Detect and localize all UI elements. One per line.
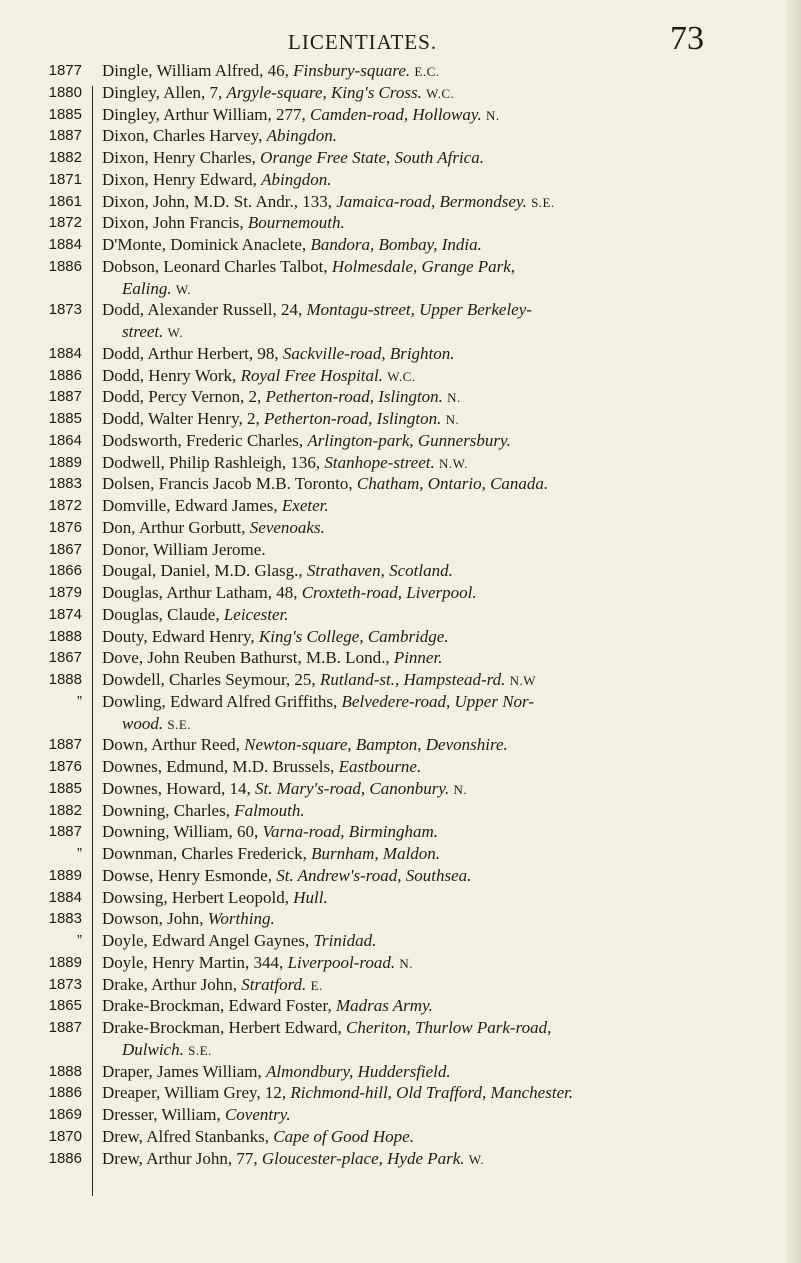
list-item <box>0 865 801 887</box>
entry-year: 1861 <box>48 192 82 210</box>
list-item <box>0 604 801 626</box>
entry-name: D'Monte, Dominick Anaclete, <box>102 235 311 254</box>
entry-district: N. <box>486 107 500 123</box>
entry-year: 1884 <box>48 344 82 362</box>
list-item <box>0 930 801 952</box>
entry-text <box>102 995 433 1018</box>
list-item <box>0 365 801 387</box>
entry-place: Rutland-st., Hampstead-rd. <box>319 670 506 689</box>
entry-place: Falmouth. <box>234 800 305 820</box>
entry-name: Douglas, Arthur Latham, 48, <box>102 583 302 602</box>
entry-text <box>102 408 459 431</box>
list-item <box>0 887 801 909</box>
entry-year: 1869 <box>48 1106 82 1123</box>
list-item <box>0 191 801 213</box>
entry-name: Dixon, John Francis, <box>102 213 248 233</box>
entry-name: Downes, Howard, 14, <box>102 778 255 798</box>
entry-year: 1871 <box>48 170 82 188</box>
entry-district: N. <box>445 412 460 427</box>
entry-text <box>102 191 555 214</box>
list-item <box>0 626 801 648</box>
list-item <box>0 1104 801 1126</box>
list-item <box>0 299 801 321</box>
entry-text <box>102 691 534 714</box>
entry-name: Douty, Edward Henry, <box>102 626 259 646</box>
entry-text <box>102 734 508 757</box>
list-item <box>0 452 801 474</box>
entry-year: 1888 <box>48 671 82 688</box>
entry-year: 1889 <box>48 866 82 884</box>
entry-district: W. <box>175 281 192 297</box>
entry-text <box>122 321 183 344</box>
entry-place: Chatham, Ontario, Canada. <box>356 474 549 494</box>
entry-place: Hull. <box>293 887 328 907</box>
entry-text <box>102 1148 484 1171</box>
entry-year: 1887 <box>48 127 82 145</box>
entry-text <box>102 299 532 322</box>
page-header <box>0 18 801 58</box>
entry-name: Drake-Brockman, Herbert Edward, <box>102 1018 347 1037</box>
entry-district: N. <box>399 955 413 971</box>
entry-place: Strathaven, Scotland. <box>306 561 453 581</box>
entry-year: 1887 <box>48 1019 82 1036</box>
entry-place: Ealing. <box>122 278 172 298</box>
entry-name: Douglas, Claude, <box>102 604 224 624</box>
entry-name: Dodsworth, Frederic Charles, <box>102 430 308 450</box>
licentiate-list <box>0 60 801 1169</box>
entry-place: Bandora, Bombay, India. <box>310 235 482 254</box>
entry-name: Drew, Alfred Stanbanks, <box>102 1126 274 1146</box>
entry-name: Dowsing, Herbert Leopold, <box>102 887 294 907</box>
entry-text <box>102 1082 573 1105</box>
entry-place: Finsbury-square. <box>293 61 411 80</box>
entry-text <box>102 343 455 366</box>
entry-text <box>102 647 442 670</box>
entry-year: 1873 <box>48 975 82 993</box>
entry-place: Leicester. <box>223 604 289 624</box>
entry-name: Dingle, William Alfred, 46, <box>102 61 294 80</box>
entry-text <box>102 386 461 409</box>
entry-year: 1876 <box>48 758 82 775</box>
entry-year: 1886 <box>48 1149 82 1167</box>
entry-place: Exeter. <box>281 496 329 515</box>
entry-text <box>102 1017 551 1040</box>
entry-text <box>102 778 467 801</box>
entry-text <box>102 1061 451 1084</box>
list-item <box>0 1126 801 1148</box>
entry-text <box>102 604 289 627</box>
entry-year: 1864 <box>48 431 82 449</box>
entry-year: 1887 <box>48 736 82 754</box>
entry-name: Don, Arthur Gorbutt, <box>102 517 250 537</box>
entry-place: Richmond-hill, Old Trafford, Manchester. <box>290 1083 574 1103</box>
entry-place: Arlington-park, Gunnersbury. <box>307 430 511 450</box>
entry-place: Camden-road, Holloway. <box>310 104 482 124</box>
entry-text <box>102 212 345 235</box>
entry-district: E. <box>310 977 323 993</box>
entry-district: N. <box>447 390 461 406</box>
entry-text <box>102 495 329 518</box>
entry-year: 1888 <box>48 1062 82 1080</box>
entry-place: Almondbury, Huddersfield. <box>266 1061 451 1081</box>
entry-name: Downing, Charles, <box>102 800 235 820</box>
entry-district: W.C. <box>426 85 455 101</box>
entry-place: Petherton-road, Islington. <box>263 409 442 428</box>
entry-text <box>102 169 331 192</box>
entry-text <box>102 234 482 257</box>
entry-text <box>102 147 484 170</box>
list-item <box>0 778 801 800</box>
list-item <box>0 974 801 996</box>
entry-place: King's College, Cambridge. <box>258 626 449 646</box>
entry-year: ” <box>77 845 82 862</box>
entry-year: 1874 <box>48 605 82 623</box>
entry-name: Domville, Edward James, <box>102 496 282 515</box>
running-title: LICENTIATES. <box>288 30 438 54</box>
entry-place: Newton-square, Bampton, Devonshire. <box>244 735 508 755</box>
entry-year: 1865 <box>48 997 82 1015</box>
entry-name: Drew, Arthur John, 77, <box>102 1148 262 1168</box>
entry-year: ” <box>77 692 82 710</box>
list-item <box>0 343 801 365</box>
entry-text <box>102 843 440 866</box>
list-item <box>0 517 801 539</box>
entry-district: E.C. <box>414 64 440 79</box>
entry-name: Dowdell, Charles Seymour, 25, <box>102 670 320 689</box>
entry-place: Coventry. <box>224 1105 291 1124</box>
entry-name: Drake-Brockman, Edward Foster, <box>102 996 336 1016</box>
entry-year: 1887 <box>48 823 82 841</box>
entry-text <box>102 974 323 997</box>
list-item <box>0 1061 801 1083</box>
entry-name: Dodwell, Philip Rashleigh, 136, <box>102 452 325 472</box>
entry-place: Holmesdale, Grange Park, <box>331 256 516 276</box>
list-item <box>0 1039 801 1061</box>
list-item <box>0 169 801 191</box>
entry-year: 1886 <box>48 257 82 275</box>
entry-place: Sevenoaks. <box>249 517 325 537</box>
entry-name: Dowse, Henry Esmonde, <box>102 865 277 885</box>
list-item <box>0 756 801 778</box>
entry-district: W.C. <box>387 368 416 384</box>
list-item <box>0 669 801 691</box>
list-item <box>0 147 801 169</box>
entry-name: Dixon, Henry Charles, <box>102 148 261 167</box>
entry-text <box>102 1104 291 1127</box>
list-item <box>0 386 801 408</box>
entry-district: S.E. <box>188 1042 212 1058</box>
list-item <box>0 995 801 1017</box>
page-number: 73 <box>670 20 704 57</box>
entry-place: Gloucester-place, Hyde Park. <box>261 1148 465 1168</box>
entry-name: Downes, Edmund, M.D. Brussels, <box>102 757 339 776</box>
entry-place: Orange Free State, South Africa. <box>260 148 484 167</box>
entry-place: Sackville-road, Brighton. <box>282 343 455 363</box>
entry-year: ” <box>77 932 82 949</box>
entry-text <box>102 582 477 605</box>
entry-district: W. <box>468 1151 485 1167</box>
entry-text <box>102 60 440 83</box>
entry-district: S.E. <box>167 716 192 732</box>
entry-place: Abingdon. <box>266 126 337 146</box>
entry-place: Stratford. <box>241 974 307 994</box>
entry-year: 1886 <box>48 1084 82 1102</box>
list-item <box>0 60 801 82</box>
entry-name: Draper, James William, <box>102 1061 267 1081</box>
entry-year: 1885 <box>48 779 82 797</box>
entry-text <box>102 626 449 649</box>
entry-year: 1883 <box>48 475 82 493</box>
list-item <box>0 713 801 735</box>
entry-place: Pinner. <box>393 648 443 668</box>
entry-place: Montagu-street, Upper Berkeley- <box>306 300 532 320</box>
list-item <box>0 1082 801 1104</box>
entry-text <box>102 256 515 279</box>
entry-text <box>102 1126 414 1149</box>
list-item <box>0 821 801 843</box>
entry-year: 1883 <box>48 910 82 928</box>
list-item <box>0 843 801 865</box>
list-item <box>0 82 801 104</box>
entry-place: Argyle-square, King's Cross. <box>226 82 422 102</box>
entry-name: Dowson, John, <box>102 909 208 929</box>
entry-name: Doyle, Edward Angel Gaynes, <box>102 931 314 950</box>
list-item <box>0 1017 801 1039</box>
entry-text <box>102 539 266 562</box>
entry-year: 1879 <box>48 584 82 601</box>
entry-name: Donor, William Jerome. <box>102 539 266 559</box>
entry-name: Dodd, Percy Vernon, 2, <box>102 387 266 407</box>
entry-year: 1867 <box>48 540 82 558</box>
entry-text <box>102 452 468 475</box>
entry-text <box>102 82 454 105</box>
entry-name: Doyle, Henry Martin, 344, <box>102 952 288 972</box>
entry-year: 1889 <box>48 953 82 971</box>
entry-place: Madras Army. <box>335 996 433 1016</box>
list-item <box>0 408 801 430</box>
list-item <box>0 278 801 300</box>
list-item <box>0 734 801 756</box>
entry-place: Eastbourne. <box>338 757 422 776</box>
list-item <box>0 691 801 713</box>
list-item <box>0 125 801 147</box>
entry-name: Dodd, Alexander Russell, 24, <box>102 300 307 320</box>
list-item <box>0 952 801 974</box>
entry-year: 1866 <box>48 562 82 580</box>
entry-name: Dowling, Edward Alfred Griffiths, <box>102 691 342 711</box>
entry-text <box>122 713 191 736</box>
list-item <box>0 1148 801 1170</box>
entry-district: W. <box>167 325 183 340</box>
entry-name: Dodd, Arthur Herbert, 98, <box>102 343 283 363</box>
entry-year: 1882 <box>48 149 82 166</box>
entry-place: Dulwich. <box>122 1039 184 1059</box>
list-item <box>0 495 801 517</box>
entry-text <box>102 104 500 127</box>
entry-text <box>102 756 421 779</box>
entry-place: Trinidad. <box>313 931 377 950</box>
list-item <box>0 560 801 582</box>
entry-name: Dingley, Arthur William, 277, <box>102 104 311 124</box>
entry-name: Dingley, Allen, 7, <box>102 82 227 102</box>
list-item <box>0 582 801 604</box>
entry-name: Dodd, Walter Henry, 2, <box>102 409 264 428</box>
entry-text <box>102 952 413 975</box>
entry-name: Dobson, Leonard Charles Talbot, <box>102 256 332 276</box>
entry-name: Dolsen, Francis Jacob M.B. Toronto, <box>102 474 357 494</box>
entry-name: Dixon, Charles Harvey, <box>102 126 267 146</box>
list-item <box>0 539 801 561</box>
entry-year: 1886 <box>48 366 82 384</box>
entry-place: Varna-road, Birmingham. <box>262 822 439 842</box>
list-item <box>0 234 801 256</box>
entry-place: Croxteth-road, Liverpool. <box>301 583 477 602</box>
entry-district: N.W <box>509 673 537 688</box>
entry-place: Stanhope-street. <box>324 452 435 472</box>
entry-name: Dodd, Henry Work, <box>102 365 241 385</box>
entry-district: N.W. <box>439 455 468 471</box>
entry-place: Jamaica-road, Bermondsey. <box>336 191 527 211</box>
entry-place: Bournemouth. <box>247 213 345 233</box>
entry-place: Abingdon. <box>261 169 332 189</box>
entry-text <box>102 560 453 583</box>
entry-name: Dixon, Henry Edward, <box>102 169 262 189</box>
entry-year: 1884 <box>48 236 82 253</box>
entry-year: 1884 <box>48 888 82 906</box>
entry-name: Dreaper, William Grey, 12, <box>102 1083 291 1103</box>
entry-text <box>102 517 325 540</box>
list-item <box>0 473 801 495</box>
entry-name: Dove, John Reuben Bathurst, M.B. Lond., <box>102 648 394 668</box>
list-item <box>0 800 801 822</box>
entry-place: St. Mary's-road, Canonbury. <box>254 778 450 798</box>
entry-place: St. Andrew's-road, Southsea. <box>276 865 472 885</box>
entry-year: 1889 <box>48 453 82 471</box>
entry-text <box>102 669 536 692</box>
entry-text <box>102 930 376 953</box>
entry-place: wood. <box>122 713 164 733</box>
entry-place: Cape of Good Hope. <box>273 1126 414 1146</box>
entry-place: Petherton-road, Islington. <box>265 387 443 407</box>
entry-name: Down, Arthur Reed, <box>102 735 245 755</box>
entry-year: 1872 <box>48 497 82 514</box>
entry-name: Dougal, Daniel, M.D. Glasg., <box>102 561 307 581</box>
entry-text <box>102 430 511 453</box>
entry-place: Royal Free Hospital. <box>240 365 383 385</box>
entry-year: 1882 <box>48 801 82 819</box>
entry-text <box>102 821 438 844</box>
entry-district: S.E. <box>531 194 555 210</box>
entry-year: 1867 <box>48 649 82 667</box>
entry-year: 1888 <box>48 627 82 645</box>
entry-place: Cheriton, Thurlow Park-road, <box>346 1018 552 1037</box>
list-item <box>0 104 801 126</box>
entry-name: Drake, Arthur John, <box>102 974 242 994</box>
entry-name: Downman, Charles Frederick, <box>102 844 312 863</box>
entry-text <box>102 125 337 148</box>
entry-text <box>102 908 275 931</box>
entry-text <box>102 865 471 888</box>
entry-district: N. <box>453 781 468 797</box>
list-item <box>0 908 801 930</box>
entry-year: 1872 <box>48 214 82 232</box>
entry-name: Dresser, William, <box>102 1105 225 1124</box>
entry-text <box>122 1039 212 1062</box>
entry-year: 1887 <box>48 388 82 406</box>
entry-place: street. <box>122 322 164 341</box>
list-item <box>0 321 801 343</box>
entry-year: 1880 <box>48 83 82 101</box>
entry-text <box>102 365 416 388</box>
list-item <box>0 647 801 669</box>
entry-text <box>102 473 548 496</box>
list-item <box>0 212 801 234</box>
entry-place: Burnham, Maldon. <box>311 844 441 863</box>
entry-year: 1877 <box>48 62 82 79</box>
entry-text <box>102 800 305 823</box>
entry-year: 1885 <box>48 410 82 427</box>
entry-place: Liverpool-road. <box>287 952 396 972</box>
entry-place: Worthing. <box>207 909 275 929</box>
list-item <box>0 256 801 278</box>
entry-name: Downing, William, 60, <box>102 822 263 842</box>
entry-year: 1876 <box>48 518 82 536</box>
entry-text <box>102 887 328 910</box>
entry-place: Belvedere-road, Upper Nor- <box>341 691 534 711</box>
entry-text <box>122 278 191 301</box>
entry-year: 1885 <box>48 105 82 123</box>
entry-year: 1873 <box>48 301 82 319</box>
entry-year: 1870 <box>48 1127 82 1145</box>
list-item <box>0 430 801 452</box>
entry-name: Dixon, John, M.D. St. Andr., 133, <box>102 191 337 211</box>
